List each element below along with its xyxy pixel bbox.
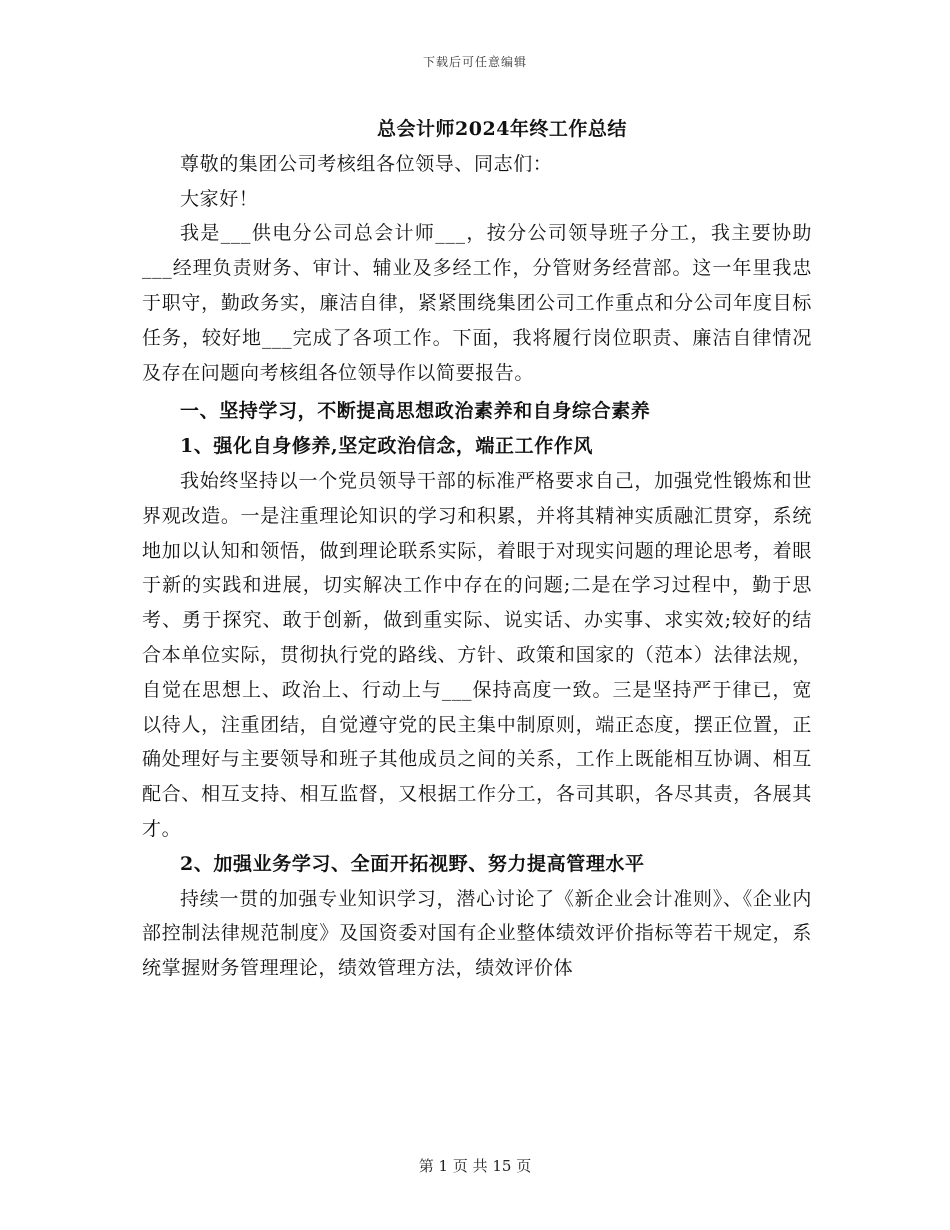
salutation: 尊敬的集团公司考核组各位领导、同志们： (180, 152, 553, 175)
document-title: 总会计师2024年终工作总结 (377, 118, 627, 140)
document-body (142, 112, 812, 986)
header-note: 下载后可任意编辑 (422, 55, 527, 69)
section-1-heading: 一、坚持学习，不断提高思想政治素养和自身综合素养 (180, 400, 651, 423)
intro-paragraph: 我是___供电分公司总会计师___，按分公司领导班子分工，我主要协助___经理负责财务、审计、辅业及多经工作，分管财务经营部。这一年里我忠于职守，勤政务实，廉洁自律，紧紧围绕集团公司工作重点和分公司年度目标任务，较好地___完成了各项工作。下面，我将履行岗位职责、廉洁自律情况及存在问题向考核组各位领导作以简要报告。 (142, 222, 812, 384)
subsection-2-heading: 2、加强业务学习、全面开拓视野、努力提高管理水平 (180, 852, 645, 875)
greeting: 大家好！ (180, 187, 259, 210)
subsection-1-paragraph: 我始终坚持以一个党员领导干部的标准严格要求自己，加强党性锻炼和世界观改造。一是注重理论知识的学习和积累，并将其精神实质融汇贯穿，系统地加以认知和领悟，做到理论联系实际，着眼于对现实问题的理论思考，着眼于新的实践和进展，切实解决工作中存在的问题;二是在学习过程中，勤于思考、勇于探究、敢于创新，做到重实际、说实话、办实事、求实效;较好的结合本单位实际，贯彻执行党的路线、方针、政策和国家的（范本）法律法规，自觉在思想上、政治上、行动上与___保持高度一致。三是坚持严于律已，宽以待人，注重团结，自觉遵守党的民主集中制原则，端正态度，摆正位置，正确处理好与主要领导和班子其他成员之间的关系，工作上既能相互协调、相互配合、相互支持、相互监督，又根据工作分工，各司其职，各尽其责，各展其才。 (142, 469, 812, 840)
page-footer: 第 1 页 共 15 页 (418, 1157, 532, 1175)
subsection-2-paragraph: 持续一贯的加强专业知识学习，潜心讨论了《新企业会计准则》、《企业内部控制法律规范制度》及国资委对国有企业整体绩效评价指标等若干规定，系统掌握财务管理理论，绩效管理方法，绩效评价体 (142, 887, 812, 980)
subsection-1-heading: 1、强化自身修养,坚定政治信念，端正工作作风 (180, 435, 594, 458)
